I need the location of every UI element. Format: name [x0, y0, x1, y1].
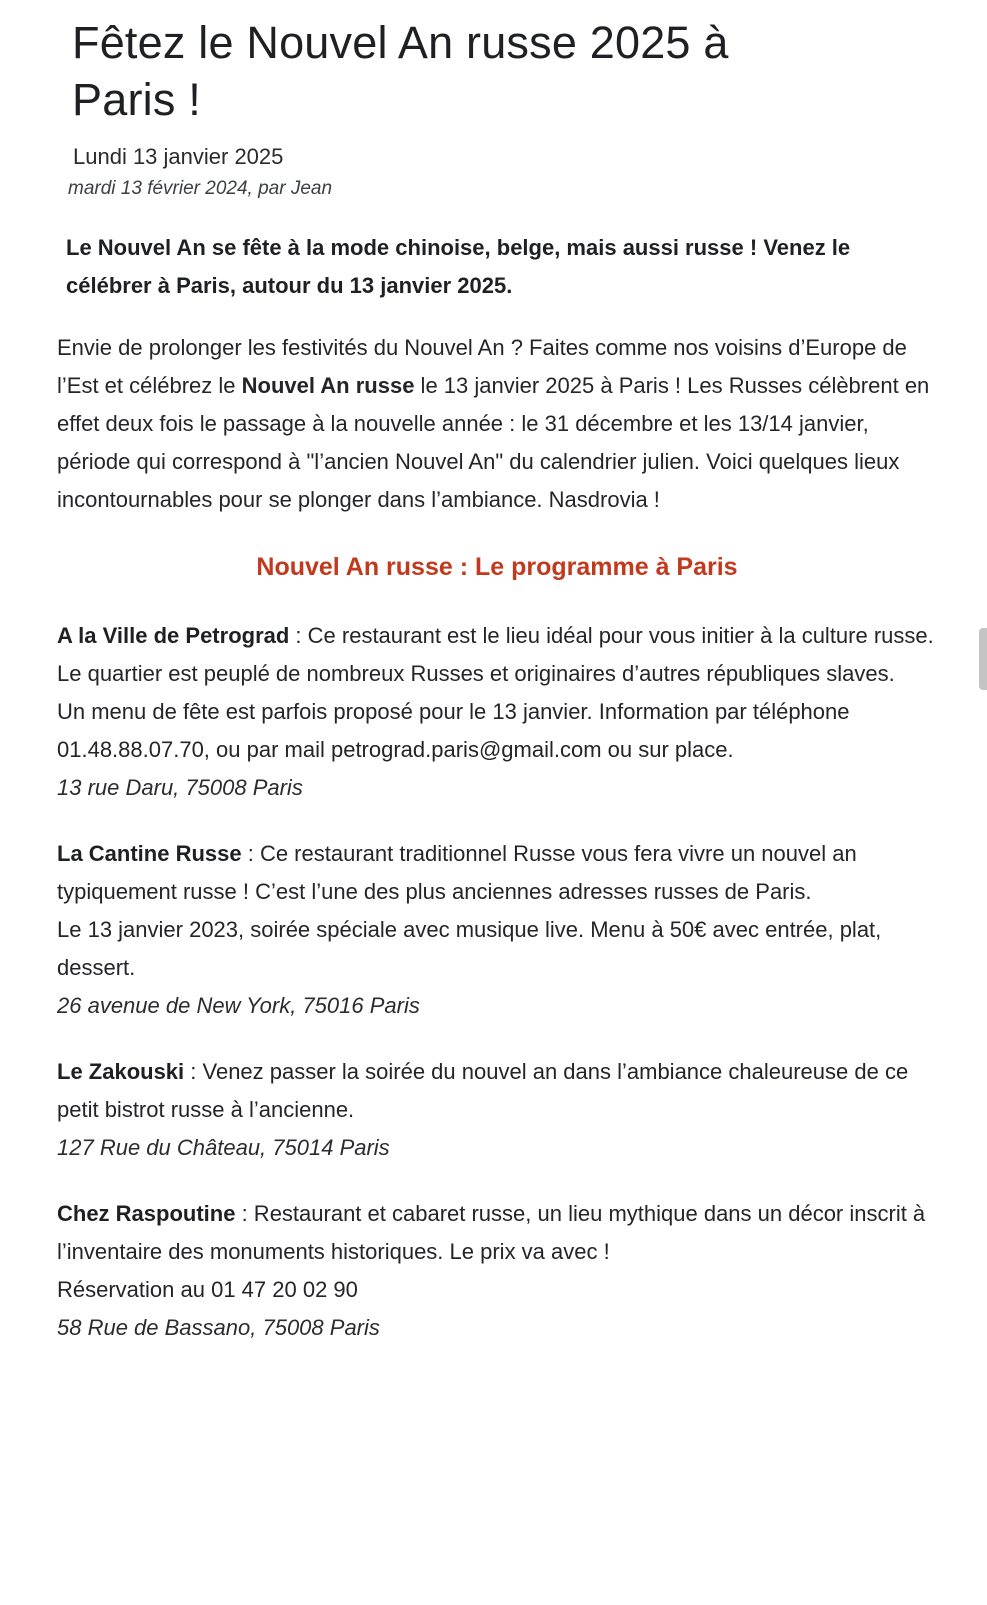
scrollbar-thumb[interactable] [979, 628, 987, 690]
venue-paragraph-cantine-russe [57, 835, 942, 1025]
venue-paragraph-raspoutine [57, 1195, 942, 1347]
venue-paragraph-petrograd [57, 617, 942, 807]
lead-text-after: le 13 janvier 2025 à Paris ! Les Russes célèbrent en effet deux fois le passage à la nouvelle année : le 31 décembre et les 13/14 janvier, période qui correspond à "l’ancien Nouvel An" du calendrier julien. Voici quelques lieux incontournables pour se plonger dans l’ambiance. Nasdrovia ! [57, 373, 930, 512]
venue-address: 58 Rue de Bassano, 75008 Paris [57, 1315, 380, 1340]
venue-name: La Cantine Russe [57, 841, 242, 866]
venue-name: A la Ville de Petrograd [57, 623, 290, 648]
venue-description: : Restaurant et cabaret russe, un lieu mythique dans un décor inscrit à l’inventaire des monuments historiques. Le prix va avec ! [57, 1201, 926, 1264]
article-byline: mardi 13 février 2024, par Jean [68, 178, 333, 199]
lead-text-before: Envie de prolonger les festivités du Nouvel An ? Faites comme nos voisins d’Europe de l’Est et célébrez le [57, 335, 907, 398]
venue-address: 26 avenue de New York, 75016 Paris [57, 993, 420, 1018]
page-title-line-1: Fêtez le Nouvel An russe 2025 à [72, 17, 729, 68]
venue-paragraph-zakouski [57, 1053, 942, 1167]
section-heading: Nouvel An russe : Le programme à Paris [256, 553, 738, 581]
intro-paragraph: Le Nouvel An se fête à la mode chinoise, belge, mais aussi russe ! Venez le célébrer à Paris, autour du 13 janvier 2025. [66, 235, 851, 298]
venue-extra: Le 13 janvier 2023, soirée spéciale avec musique live. Menu à 50€ avec entrée, plat, dessert. [57, 917, 882, 980]
venue-name: Chez Raspoutine [57, 1201, 236, 1226]
venue-address: 13 rue Daru, 75008 Paris [57, 775, 303, 800]
article-date: Lundi 13 janvier 2025 [73, 144, 284, 169]
venue-description: : Ce restaurant est le lieu idéal pour vous initier à la culture russe. Le quartier est peuplé de nombreux Russes et originaires d’autres républiques slaves. [57, 623, 934, 686]
venue-address: 127 Rue du Château, 75014 Paris [57, 1135, 390, 1160]
venue-extra: Réservation au 01 47 20 02 90 [57, 1277, 358, 1302]
page-title [72, 14, 947, 128]
lead-text-bold: Nouvel An russe [241, 373, 415, 398]
venue-description: : Venez passer la soirée du nouvel an dans l’ambiance chaleureuse de ce petit bistrot russe à l’ancienne. [57, 1059, 909, 1122]
venue-name: Le Zakouski [57, 1059, 185, 1084]
lead-paragraph [57, 329, 937, 519]
venue-description: : Ce restaurant traditionnel Russe vous fera vivre un nouvel an typiquement russe ! C’est l’une des plus anciennes adresses russes de Paris. [57, 841, 857, 904]
venue-extra: Un menu de fête est parfois proposé pour le 13 janvier. Information par téléphone 01.48.88.07.70, ou par mail petrograd.paris@gmail.com ou sur place. [57, 699, 850, 762]
page-title-line-2: Paris ! [72, 74, 201, 125]
